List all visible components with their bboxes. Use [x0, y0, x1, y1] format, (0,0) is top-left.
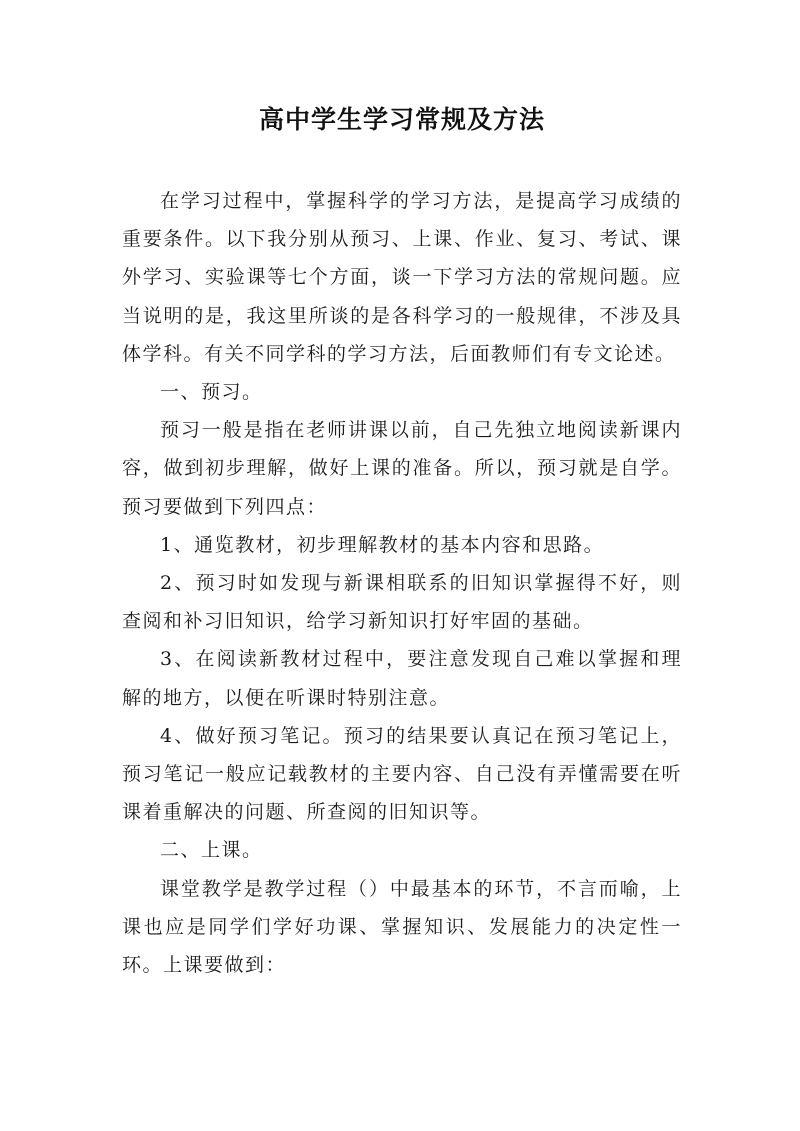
- paragraph-class-intro: 课堂教学是教学过程（）中最基本的环节，不言而喻，上课也应是同学们学好功课、掌握知识、发展能力的决定性一环。上课要做到：: [122, 877, 682, 977]
- list-item-preview-3: 3、在阅读新教材过程中，要注意发现自己难以掌握和理解的地方，以便在听课时特别注意。: [122, 648, 682, 709]
- section-heading-preview: 一、预习。: [160, 381, 263, 404]
- paragraph-intro: 在学习过程中，掌握科学的学习方法，是提高学习成绩的重要条件。以下我分别从预习、上课、作业、复习、考试、课外学习、实验课等七个方面，谈一下学习方法的常规问题。应当说明的是，我这里所谈的是各科学习的一般规律，不涉及具体学科。有关不同学科的学习方法，后面教师们有专文论述。: [122, 190, 682, 365]
- section-heading-class: 二、上课。: [160, 839, 263, 862]
- document-title: 高中学生学习常规及方法: [258, 105, 545, 134]
- list-item-preview-4: 4、做好预习笔记。预习的结果要认真记在预习笔记上，预习笔记一般应记载教材的主要内容、自己没有弄懂需要在听课着重解决的问题、所查阅的旧知识等。: [122, 724, 682, 824]
- document-body: [122, 182, 682, 984]
- paragraph-preview-definition: 预习一般是指在老师讲课以前，自己先独立地阅读新课内容，做到初步理解，做好上课的准备。所以，预习就是自学。预习要做到下列四点：: [122, 419, 682, 518]
- list-item-preview-2: 2、预习时如发现与新课相联系的旧知识掌握得不好，则查阅和补习旧知识，给学习新知识打好牢固的基础。: [122, 572, 682, 633]
- list-item-preview-1: 1、通览教材，初步理解教材的基本内容和思路。: [160, 533, 605, 556]
